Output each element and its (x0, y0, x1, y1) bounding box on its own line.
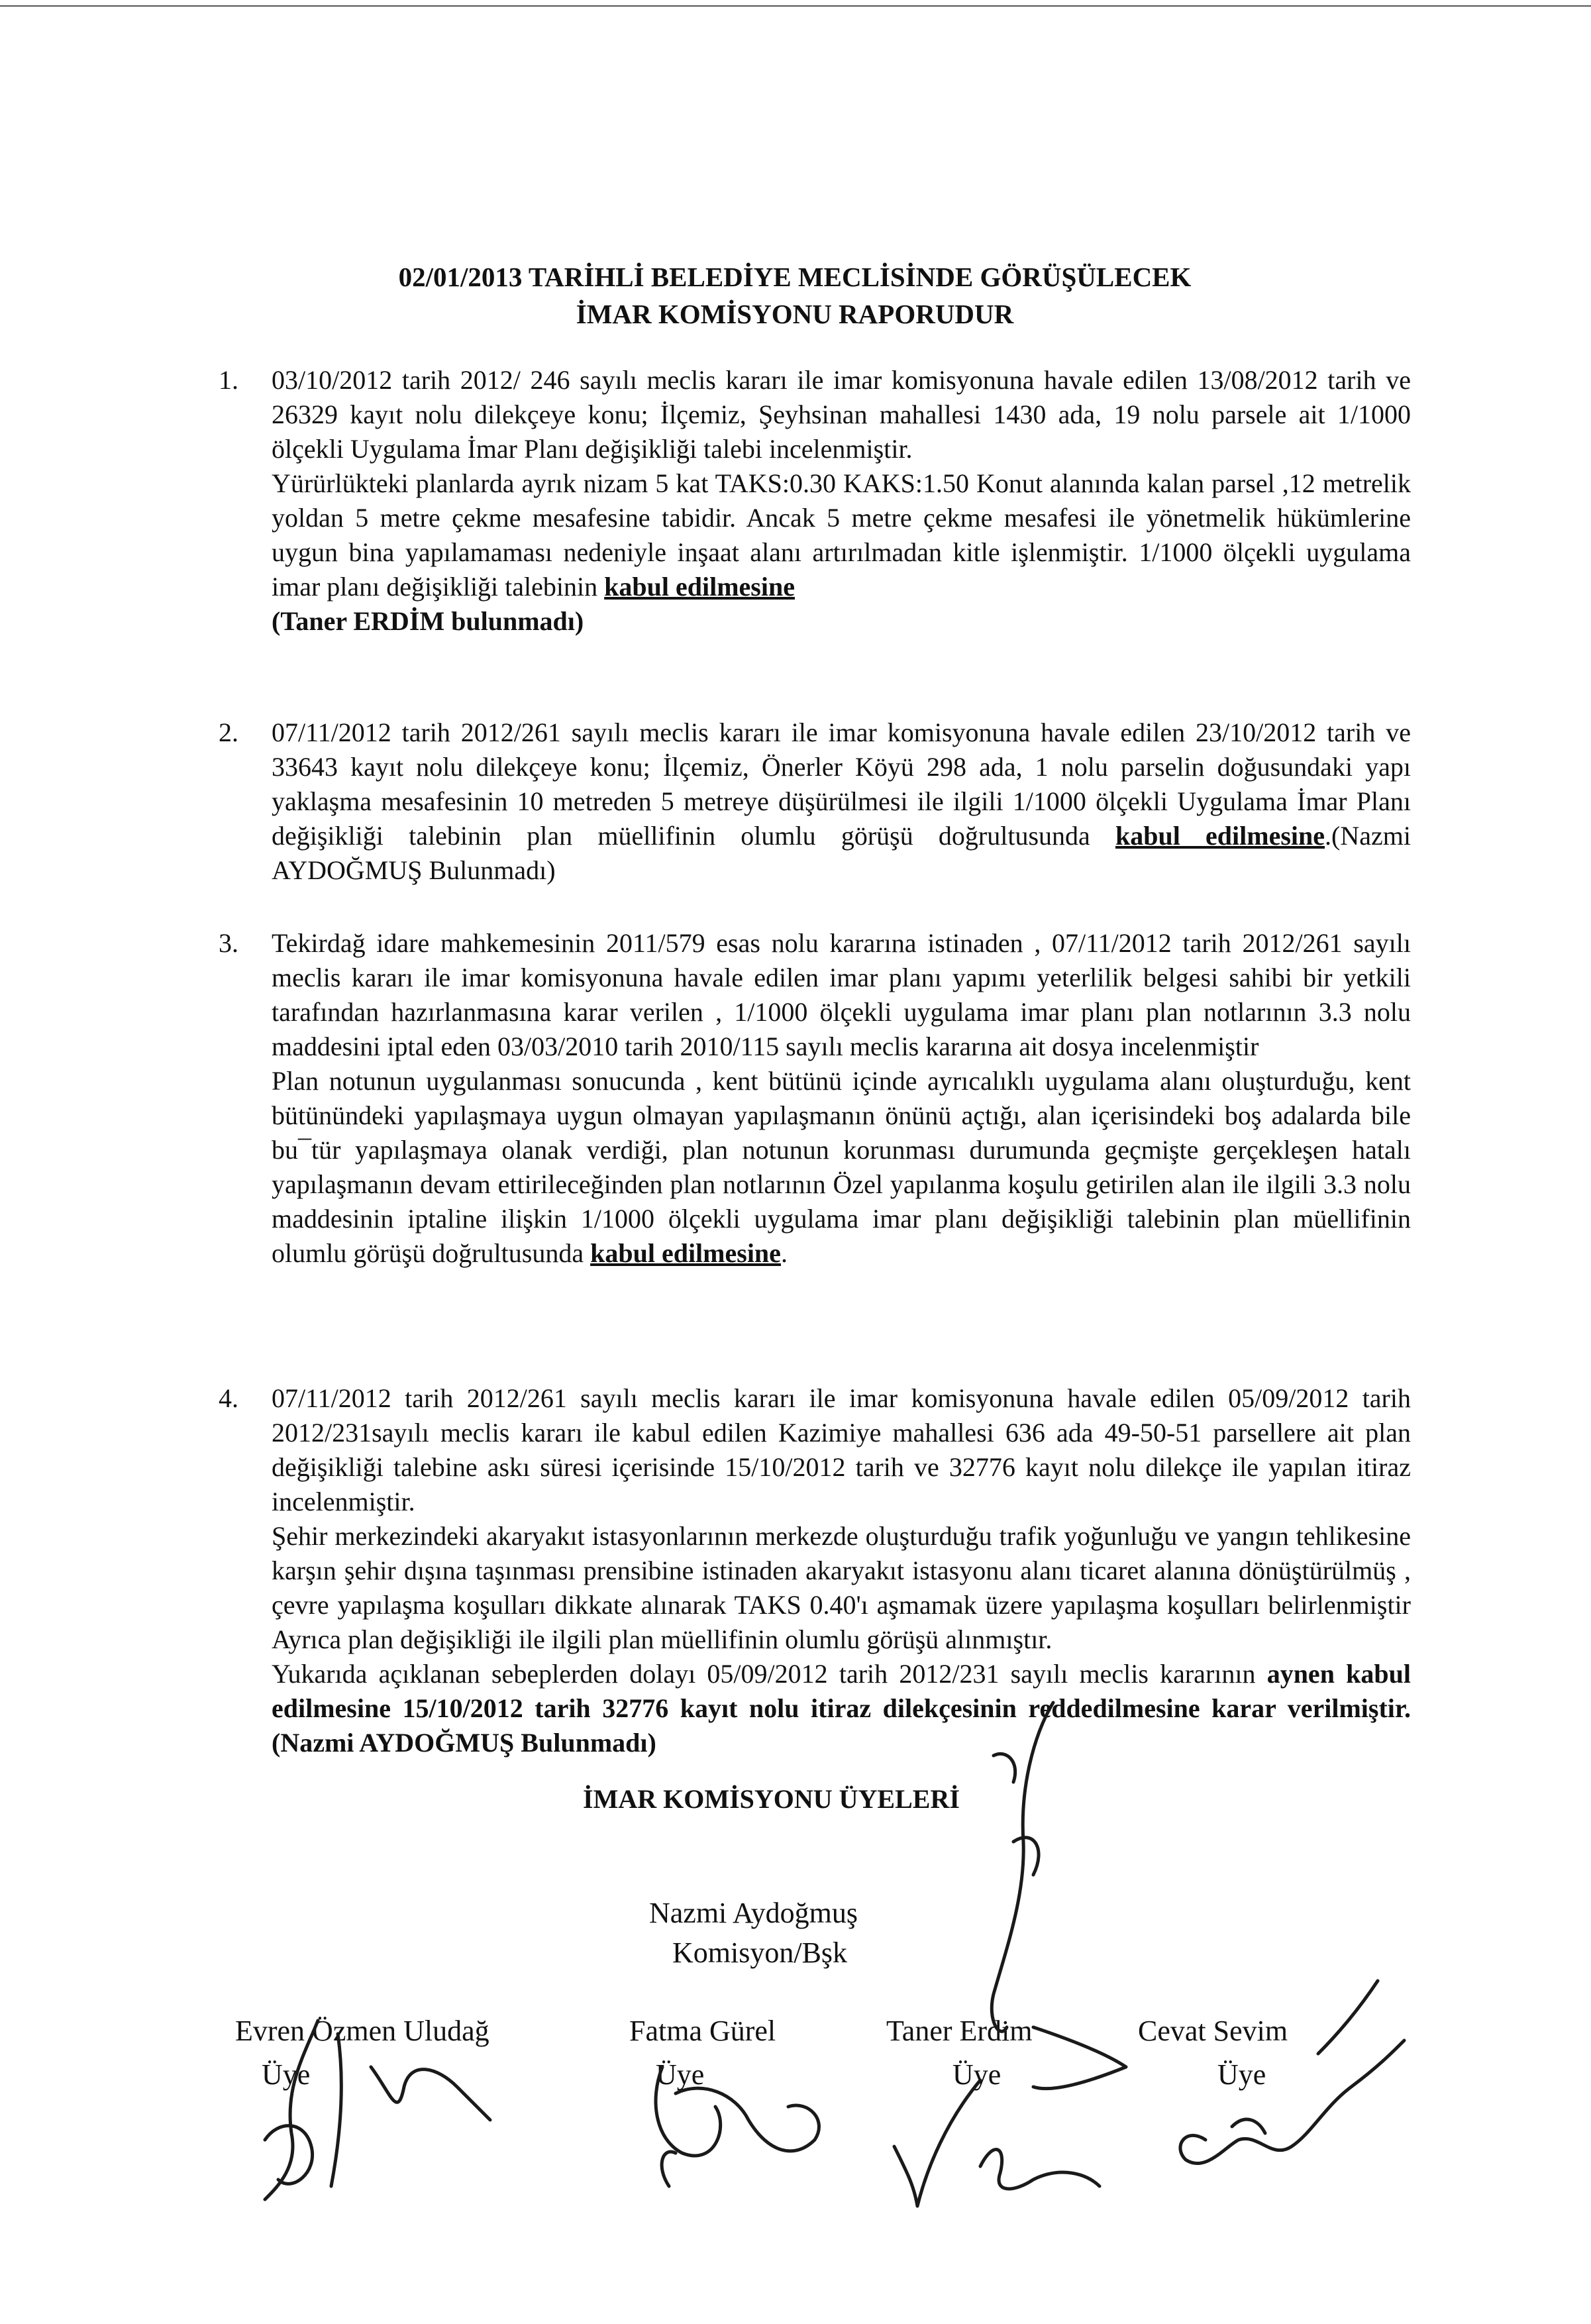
item-paragraph: Şehir merkezindeki akaryakıt istasyonlarının merkezde oluşturduğu trafik yoğunluğu ve yangın tehlikesine karşın şehir dışına taşınması prensibine istinaden akaryakıt istasyonu alanı ticaret alanına dönüştürülmüş , çevre yapılaşma koşulları dikkate alınarak TAKS 0.40'ı aşmamak üzere yapılaşma koşulları belirlenmiştir Ayrıca plan değişikliği ile ilgili plan müellifinin olumlu görüşü alınmıştır. (272, 1521, 1411, 1654)
item-paragraph: 07/11/2012 tarih 2012/261 sayılı meclis kararı ile imar komisyonuna havale edilen 05/09/2012 tarih 2012/231sayılı meclis kararı ile kabul edilen Kazimiye mahallesi 636 ada 49-50-51 parsellere ait plan değişikliği talebine askı süresi içerisinde 15/10/2012 tarih ve 32776 kayıt nolu dilekçe ile yapılan itiraz incelenmiştir. (272, 1383, 1411, 1516)
item-number: 3. (219, 928, 238, 958)
member-name: Fatma Gürel (629, 2015, 776, 2047)
agenda-item-1 (219, 363, 1411, 639)
top-border-line (0, 5, 1591, 7)
agenda-item-2 (219, 715, 1411, 888)
member-3-signature (894, 2080, 980, 2206)
decision-text: kabul edilmesine (590, 1238, 781, 1268)
agenda-item-3 (219, 926, 1411, 1271)
agenda-item-4 (219, 1381, 1411, 1760)
member-4-signature (1180, 2040, 1404, 2164)
member-3 (886, 2014, 1033, 2091)
report-header (265, 258, 1325, 333)
decision-text: kabul edilmesine (604, 572, 795, 602)
item-end: . (780, 1238, 788, 1268)
item-paragraph (272, 1064, 1411, 1271)
header-line-2: İMAR KOMİSYONU RAPORUDUR (576, 299, 1014, 329)
item-number: 2. (219, 717, 238, 747)
item-text: 07/11/2012 tarih 2012/261 sayılı meclis kararı ile imar komisyonuna havale edilen 23/10/2012 tarih ve 33643 kayıt nolu dilekçeye konu; İlçemiz, Önerler Köyü 298 ada, 1 nolu parselin doğusundaki yapı yaklaşma mesafesinin 10 metreden 5 metreye düşürülmesi ile ilgili 1/1000 ölçekli Uygulama İmar Planı değişikliği talebinin plan müellifinin olumlu görüşü doğrultusunda (272, 717, 1411, 851)
item-paragraph: 03/10/2012 tarih 2012/ 246 sayılı meclis kararı ile imar komisyonuna havale edilen 13/08/2012 tarih ve 26329 kayıt nolu dilekçeye konu; İlçemiz, Şeyhsinan mahallesi 1430 ada, 19 nolu parsele ait 1/1000 ölçekli Uygulama İmar Planı değişikliği talebi incelenmiştir. (272, 365, 1411, 464)
member-name: Taner Erdim (886, 2015, 1033, 2047)
absence-note: (Taner ERDİM bulunmadı) (272, 606, 584, 636)
decision-text: aynen kabul edilmesine 15/10/2012 tarih 32776 kayıt nolu itiraz dilekçesinin reddedilmesine karar verilmiştir. (Nazmi AYDOĞMUŞ Bulunmadı) (272, 1659, 1411, 1758)
president-role: Komisyon/Bşk (672, 1936, 848, 1969)
committee-members-title: İMAR KOMİSYONU ÜYELERİ (583, 1784, 960, 1814)
decision-text: kabul edilmesine (1115, 821, 1325, 851)
header-line-1: 02/01/2013 TARİHLİ BELEDİYE MECLİSİNDE GÖRÜŞÜLECEK (398, 262, 1192, 292)
item-text: Yürürlükteki planlarda ayrık nizam 5 kat TAKS:0.30 KAKS:1.50 Konut alanında kalan parsel ,12 metrelik yoldan 5 metre çekme mesafesine tabidir. Ancak 5 metre çekme mesafesi ile yönetmelik hükümlerine uygun bina yapılamaması nedeniyle inşaat alanı artırılmadan kitle işlenmiştir. 1/1000 ölçekli uygulama imar planı değişikliği talebinin (272, 468, 1411, 602)
member-2 (629, 2014, 776, 2091)
member-role: Üye (952, 2058, 1001, 2091)
item-paragraph (272, 715, 1411, 888)
president-name: Nazmi Aydoğmuş (649, 1897, 858, 1929)
member-name: Evren Özmen Uludağ (235, 2015, 489, 2047)
absence-note: .(Nazmi AYDOĞMUŞ Bulunmadı) (272, 821, 1411, 885)
member-name: Cevat Sevim (1138, 2015, 1288, 2047)
item-text: Yukarıda açıklanan sebeplerden dolayı 05/09/2012 tarih 2012/231 sayılı meclis kararının (272, 1659, 1267, 1689)
item-number: 1. (219, 365, 238, 395)
item-paragraph: Tekirdağ idare mahkemesinin 2011/579 esas nolu kararına istinaden , 07/11/2012 tarih 2012/261 sayılı meclis kararı ile imar komisyonuna havale edilen imar planı yapımı yeterlilik belgesi sahibi bir yetkili tarafından hazırlanmasına karar verilen , 1/1000 ölçekli uygulama imar planı plan notlarının 3.3 nolu maddesini iptal eden 03/03/2010 tarih 2010/115 sayılı meclis kararına ait dosya incelenmiştir (272, 928, 1411, 1061)
member-role: Üye (656, 2058, 705, 2091)
member-role: Üye (1217, 2058, 1266, 2091)
member-4 (1138, 2014, 1288, 2091)
item-paragraph (272, 1657, 1411, 1760)
item-paragraph (272, 466, 1411, 604)
item-number: 4. (219, 1383, 238, 1413)
member-role: Üye (262, 2058, 311, 2091)
item-text: Plan notunun uygulanması sonucunda , kent bütünü içinde ayrıcalıklı uygulama alanı oluşturduğu, kent bütünündeki yapılaşmaya uygun olmayan yapılaşmanın önünü açtığı, alan içerisindeki boş adalarda bile bu¯tür yapılaşmaya olanak verdiği, plan notunun korunması durumunda geçmişte gerçekleşen hatalı yapılaşmanın devam ettirileceğinden plan notlarının Özel yapılanma koşulu getirilen alan ile ilgili 3.3 nolu maddesinin iptaline ilişkin 1/1000 ölçekli uygulama imar planı değişikliği talebinin plan müellifinin olumlu görüşü doğrultusunda (272, 1066, 1411, 1268)
member-1 (235, 2014, 489, 2091)
